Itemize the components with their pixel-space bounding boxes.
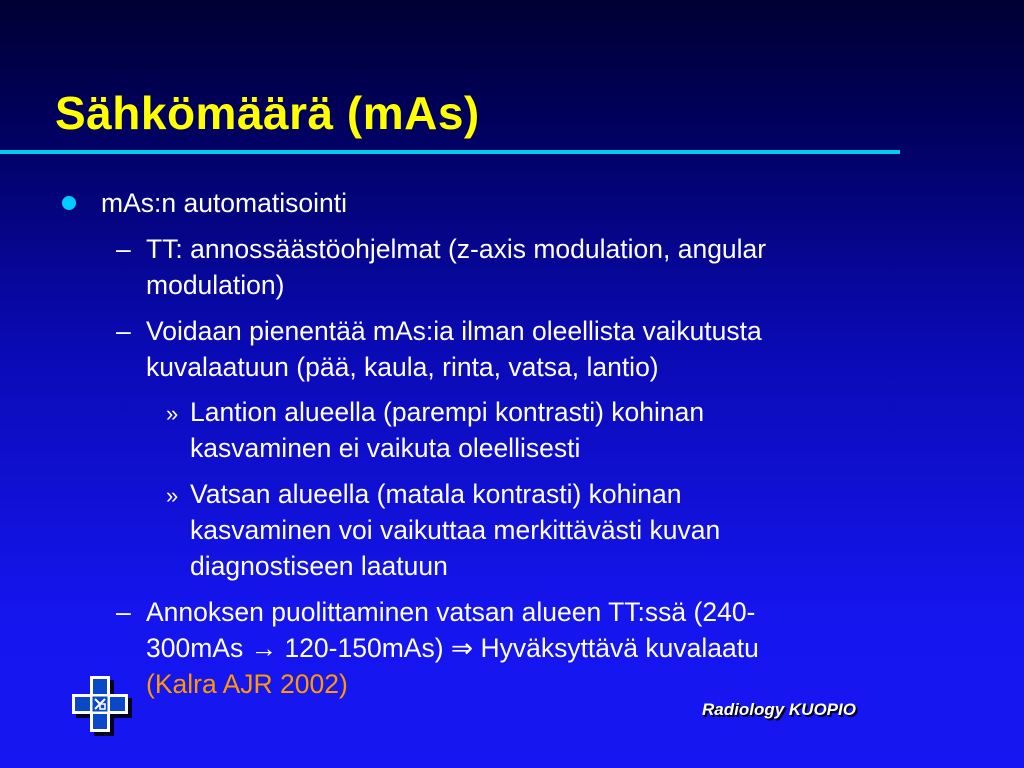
- title-underline: [0, 150, 900, 154]
- citation-text: (Kalra AJR 2002): [146, 669, 348, 699]
- sub-bullet-text: 300mAs → 120-150mAs) ⇒ Hyväksyttävä kuvalaatu: [146, 633, 759, 663]
- slide-title: Sähkömäärä (mAs): [55, 87, 480, 139]
- sub-bullet-text: modulation): [146, 270, 285, 300]
- subsub-bullet-text: kasvaminen voi vaikuttaa merkittävästi kuvan: [190, 515, 721, 545]
- subsub-bullet-text: diagnostiseen laatuun: [190, 551, 448, 581]
- subsub-bullet-text: Vatsan alueella (matala kontrasti) kohinan: [190, 479, 682, 509]
- bullet-text: mAs:n automatisointi: [101, 188, 347, 218]
- chevron-marker-icon: »: [166, 401, 179, 426]
- footer-label: Radiology KUOPIO: [702, 700, 856, 719]
- sub-bullet-text: Annoksen puolittaminen vatsan alueen TT:ssä (240-: [146, 597, 756, 627]
- dash-marker: –: [116, 316, 131, 346]
- bullet-dot-icon: [62, 196, 76, 210]
- sub-bullet-text: Voidaan pienentää mAs:ia ilman oleellista vaikutusta: [146, 316, 762, 346]
- sub-bullet-text: kuvalaatuun (pää, kaula, rinta, vatsa, lantio): [146, 352, 659, 382]
- subsub-bullet-text: kasvaminen ei vaikuta oleellisesti: [190, 433, 581, 463]
- subsub-bullet-text: Lantion alueella (parempi kontrasti) kohinan: [190, 397, 705, 427]
- radiology-cross-logo-icon: [70, 674, 136, 740]
- sub-bullet-text: TT: annossäästöohjelmat (z-axis modulation, angular: [146, 234, 767, 264]
- dash-marker: –: [116, 597, 131, 627]
- chevron-marker-icon: »: [166, 483, 179, 508]
- dash-marker: –: [116, 234, 131, 264]
